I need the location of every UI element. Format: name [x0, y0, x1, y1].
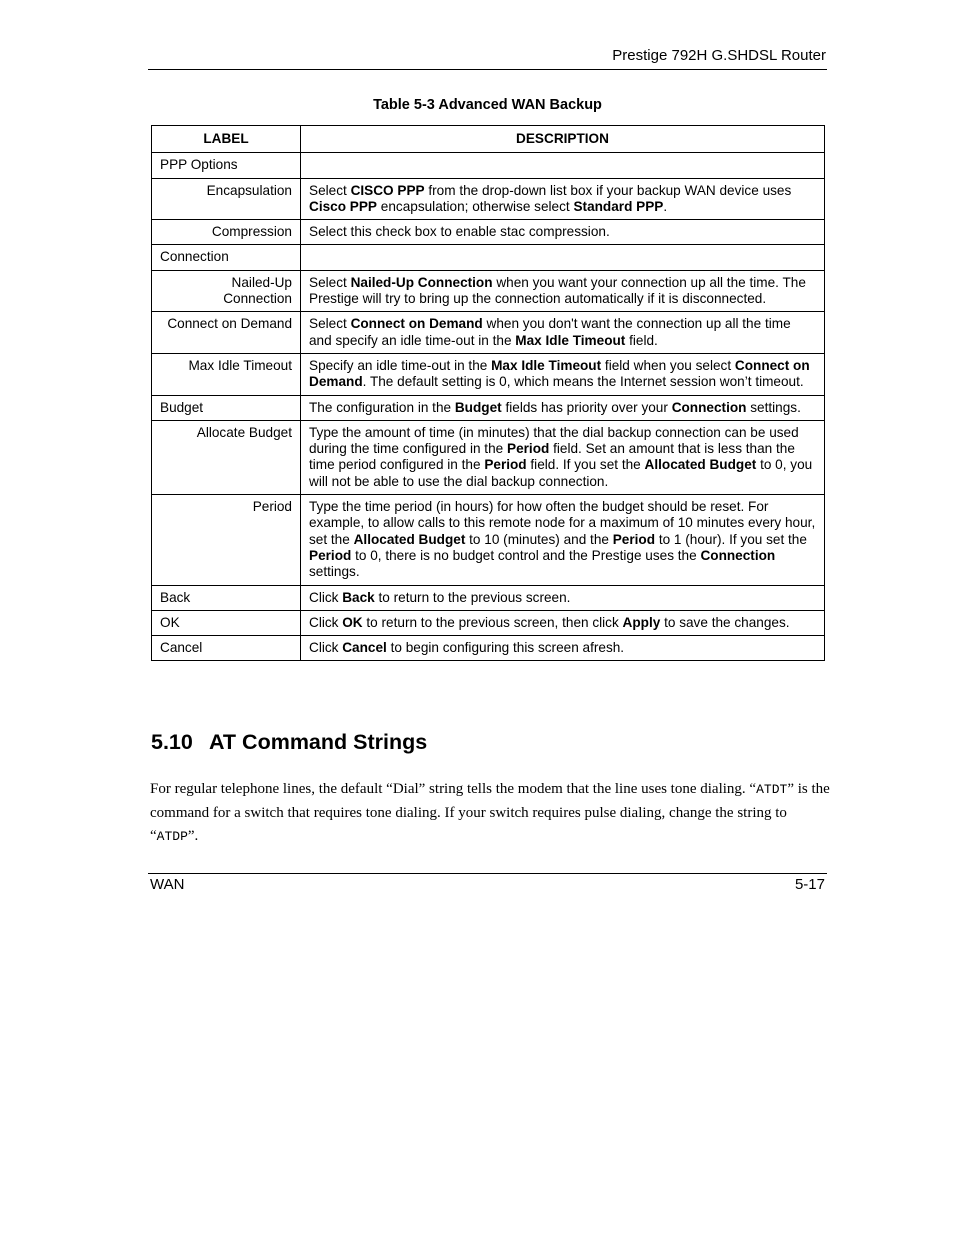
row-label: Period	[152, 495, 301, 585]
text-run: ”.	[187, 828, 199, 845]
text-run: field.	[625, 332, 658, 348]
bold-term: Period	[612, 531, 656, 547]
row-description	[301, 495, 825, 585]
row-description	[301, 636, 825, 661]
table-row	[152, 495, 825, 585]
footer-chapter: WAN	[150, 876, 185, 893]
text-run: settings.	[746, 399, 801, 415]
table-caption: Table 5-3 Advanced WAN Backup	[373, 97, 602, 113]
table-header-row	[152, 126, 825, 153]
row-description	[301, 610, 825, 635]
bold-term: Connect on Demand	[309, 357, 810, 390]
text-run: Click	[309, 614, 343, 630]
table-row	[152, 395, 825, 420]
table-row	[152, 420, 825, 494]
text-run: Select	[309, 274, 351, 290]
text-run: to save the changes.	[660, 614, 790, 630]
table-row	[152, 153, 825, 178]
table-row	[152, 585, 825, 610]
text-run: Select	[309, 316, 351, 332]
text-run: Type the time period (in hours) for how often the budget should be reset. For example, to allow calls to this remote node for a maximum of 10 minutes every hour, set the	[309, 499, 816, 547]
text-run: . The default setting is 0, which means the Internet session won’t timeout.	[362, 374, 804, 390]
table-row	[152, 270, 825, 312]
bold-term: Apply	[622, 614, 661, 630]
text-run: to begin configuring this screen afresh.	[386, 640, 625, 656]
row-description	[301, 395, 825, 420]
header-title: Prestige 792H G.SHDSL Router	[612, 47, 826, 64]
row-description	[301, 312, 825, 354]
bold-term: Period	[484, 457, 527, 473]
table-body	[152, 153, 825, 661]
bold-term: Max Idle Timeout	[491, 357, 602, 373]
row-label: Back	[152, 585, 301, 610]
bold-term: OK	[342, 614, 363, 630]
row-description	[301, 270, 825, 312]
table-row	[152, 220, 825, 245]
text-run: The configuration in the	[309, 399, 455, 415]
bold-term: Max Idle Timeout	[515, 332, 626, 348]
row-label: Compression	[152, 220, 301, 245]
row-description	[301, 153, 825, 178]
text-run: when you don't want the connection up all the time and specify an idle time-out in the	[309, 316, 791, 348]
bold-term: Connection	[671, 399, 747, 415]
column-header-label: LABEL	[152, 126, 301, 153]
text-run: to 0, there is no budget control and the Prestige uses the	[351, 547, 701, 563]
section-heading	[151, 730, 427, 755]
table-row	[152, 245, 825, 270]
footer-page-number: 5-17	[794, 876, 825, 893]
text-run: field. Set an amount that is less than the time period configured in the	[309, 441, 795, 473]
advanced-wan-backup-table	[151, 125, 825, 661]
page-header	[148, 47, 827, 70]
row-description	[301, 220, 825, 245]
text-run: ” is the command for a switch that requires tone dialing. If your switch requires pulse dialing, change the string to “	[150, 781, 830, 845]
bold-term: Connection	[700, 547, 776, 563]
row-label: Connection	[152, 245, 301, 270]
text-run: from the drop-down list box if your backup WAN device uses	[424, 182, 792, 198]
text-run: to return to the previous screen.	[374, 589, 571, 605]
text-run: to 0, you will not be able to use the dial backup connection.	[309, 457, 813, 489]
text-run: Type the amount of time (in minutes) that the dial backup connection can be used during the time configured in the	[309, 424, 799, 457]
row-label: Max Idle Timeout	[152, 353, 301, 395]
row-description	[301, 353, 825, 395]
table-row	[152, 312, 825, 354]
bold-term: Allocated Budget	[644, 457, 757, 473]
text-run: encapsulation; otherwise select	[377, 198, 574, 214]
text-run: to 1 (hour). If you set the	[655, 531, 807, 547]
bold-term: Cancel	[342, 640, 387, 656]
row-description	[301, 585, 825, 610]
row-description	[301, 245, 825, 270]
table-row	[152, 353, 825, 395]
column-header-description: DESCRIPTION	[301, 126, 825, 153]
section-paragraph	[150, 778, 830, 849]
text-run: Specify an idle time-out in the	[309, 357, 492, 373]
row-description	[301, 420, 825, 494]
page-footer	[148, 873, 827, 898]
section-number: 5.10	[151, 730, 193, 754]
table-row	[152, 636, 825, 661]
bold-term: Cisco PPP	[309, 198, 377, 214]
bold-term: CISCO PPP	[350, 182, 425, 198]
row-label: Encapsulation	[152, 178, 301, 220]
row-description	[301, 178, 825, 220]
bold-term: Nailed-Up Connection	[350, 274, 493, 290]
text-run: when you want your connection up all the time. The Prestige will try to bring up the connection automatically if it is disconnected.	[309, 274, 806, 307]
row-label: Nailed-Up Connection	[152, 270, 301, 312]
text-run: .	[663, 198, 668, 214]
text-run: to 10 (minutes) and the	[465, 531, 613, 547]
row-label: OK	[152, 610, 301, 635]
bold-term: Period	[309, 547, 352, 563]
row-label: Budget	[152, 395, 301, 420]
command-string: ATDP	[156, 829, 188, 845]
row-label: PPP Options	[152, 153, 301, 178]
text-run: field. If you set the	[526, 457, 645, 473]
row-label: Cancel	[152, 636, 301, 661]
row-label: Allocate Budget	[152, 420, 301, 494]
text-run: Select	[309, 182, 351, 198]
text-run: fields has priority over your	[501, 399, 672, 415]
table-row	[152, 610, 825, 635]
bold-term: Connect on Demand	[350, 316, 483, 332]
bold-term: Allocated Budget	[353, 531, 466, 547]
text-run: Select this check box to enable stac compression.	[309, 224, 610, 240]
section-title: AT Command Strings	[209, 730, 428, 754]
text-run: settings.	[309, 564, 360, 580]
row-label: Connect on Demand	[152, 312, 301, 354]
command-string: ATDT	[756, 782, 788, 797]
text-run: Click	[309, 589, 343, 605]
bold-term: Back	[342, 589, 375, 605]
table-row	[152, 178, 825, 220]
bold-term: Period	[507, 441, 550, 457]
text-run: For regular telephone lines, the default “Dial” string tells the modem that the line uses tone dialing. “	[150, 781, 757, 797]
bold-term: Budget	[454, 399, 502, 415]
text-run: Click	[309, 640, 343, 656]
text-run: to return to the previous screen, then click	[362, 614, 623, 630]
bold-term: Standard PPP	[573, 198, 664, 214]
text-run: field when you select	[601, 357, 735, 373]
